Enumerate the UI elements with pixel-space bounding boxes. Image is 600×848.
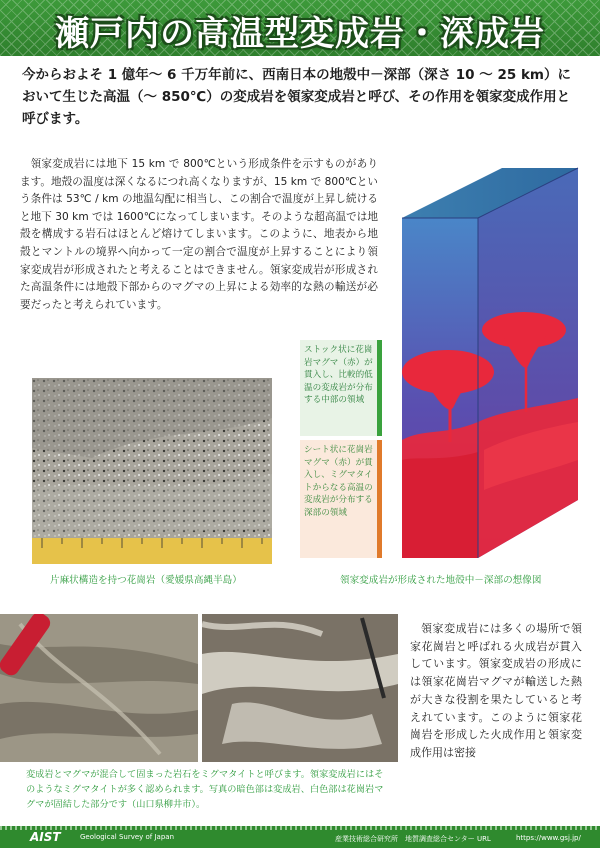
- gsj-label: Geological Survey of Japan: [80, 833, 175, 841]
- intro-text: 今からおよそ 1 億年～ 6 千万年前に、西南日本の地殻中－深部（深さ 10 ～ 25 km）において生じた高温（～ 850℃）の変成岩を領家変成岩と呼び、その作用を領家変成作用と呼びます。: [22, 67, 572, 127]
- granite-caption: 片麻状構造を持つ花崗岩（愛媛県高縄半島）: [50, 575, 242, 586]
- page-header: [0, 0, 600, 56]
- page-title: 瀬戸内の高温型変成岩・深成岩: [55, 14, 545, 54]
- crust-block-diagram: [384, 160, 584, 560]
- migmatite-photo-right: [202, 614, 398, 762]
- stock-region-label: ストック状に花崗岩マグマ（赤）が貫入し、比較的低温の変成岩が分布する中部の領域: [300, 340, 382, 436]
- migmatite-caption: 変成岩とマグマが混合して固まった岩石をミグマタイトと呼びます。領家変成岩にはそのようなミグマタイトが多く認められます。写真の暗色部は変成岩、白色部は花崗岩マグマが固結した部分です（山口県柳井市）。: [26, 769, 384, 810]
- diagram-caption: 領家変成岩が形成された地殻中－深部の想像図: [340, 575, 542, 586]
- body-paragraph-1: 領家変成岩には地下 15 km で 800℃という形成条件を示すものがあります。地殻の温度は深くなるにつれ高くなりますが、15 km で 800℃という条件は 53℃ / km の地温勾配に相当し、この割合で温度が上昇し続けると地下 30 km では 1600℃になってしまいます。そのような超高温では地殻を構成する岩石はほとんど熔けてしまいます。このように、地表から地殻とマントルの境界へ向かって一定の割合で温度が上昇することにより領家変成岩が形成されたと考えることはできません。領家変成岩が形成された高温条件には地殻下部からのマグマの上昇による効率的な熱の輸送が必要だったと考えられています。: [20, 158, 378, 311]
- footer-url[interactable]: https://www.gsj.jp/: [516, 834, 581, 842]
- page-footer: [0, 826, 600, 848]
- org-label: 産業技術総合研究所 地質調査総合センター URL: [335, 835, 491, 843]
- granite-photo: [32, 378, 272, 564]
- migmatite-photo-left: [0, 614, 198, 762]
- sheet-region-label: シート状に花崗岩マグマ（赤）が貫入し、ミグマタイトからなる高温の変成岩が分布する深部の領域: [300, 440, 382, 558]
- body-paragraph-2: 領家変成岩には多くの場所で領家花崗岩と呼ばれる火成岩が貫入しています。領家変成岩の形成には領家花崗岩マグマが輸送した熱が大きな役割を果たしていると考えれています。このように領家花崗岩を形成した火成作用と領家変成作用は密接: [410, 622, 582, 759]
- aist-logo: AIST: [30, 830, 61, 844]
- footer-stripe: [0, 826, 600, 830]
